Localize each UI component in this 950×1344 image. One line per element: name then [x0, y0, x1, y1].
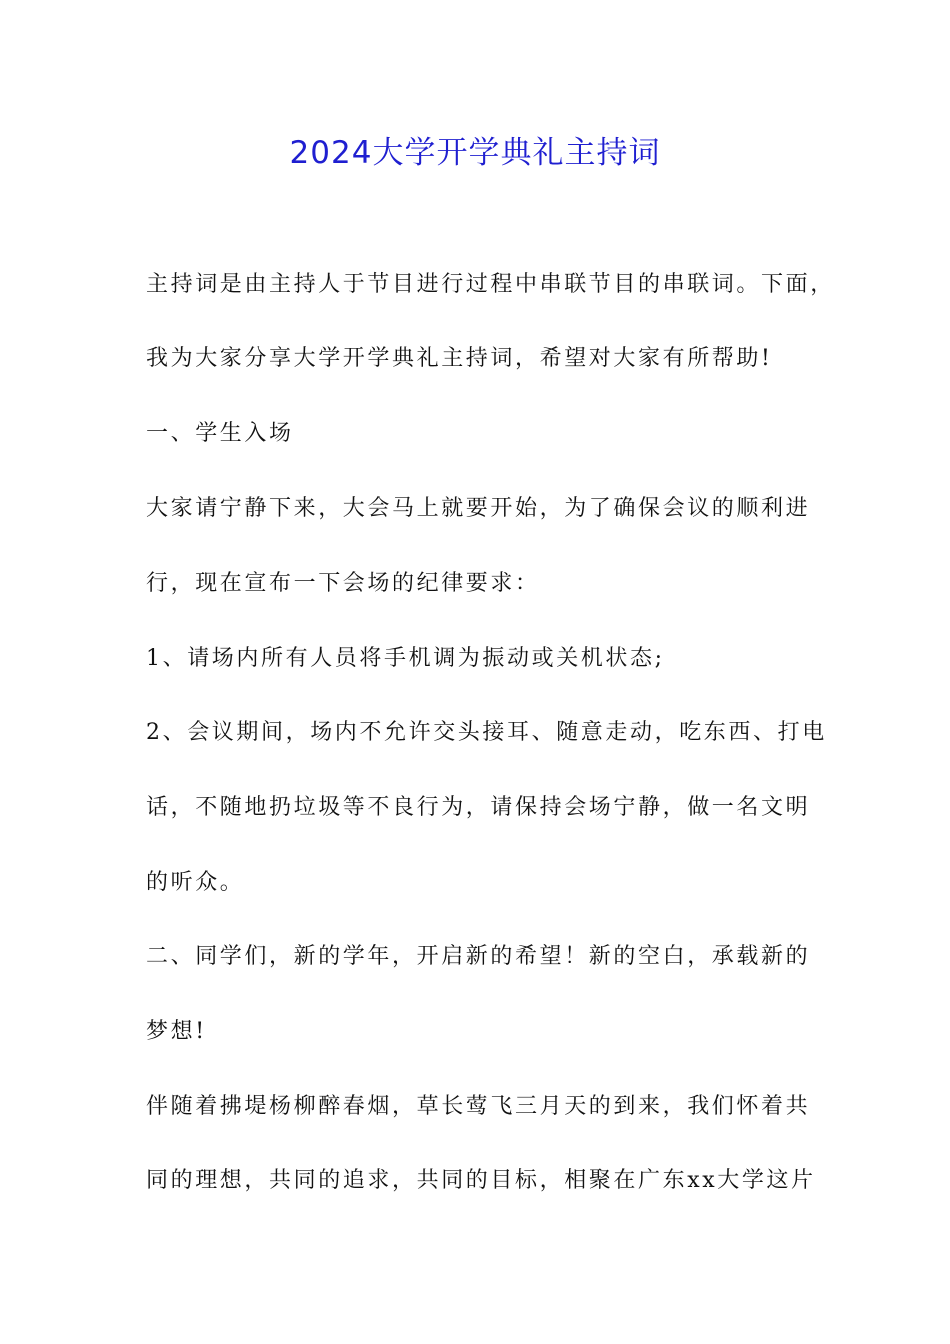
paragraph-line: 主持词是由主持人于节目进行过程中串联节目的串联词。下面， — [146, 272, 835, 297]
paragraph-line: 梦想! — [146, 1019, 207, 1044]
paragraph-line: 伴随着拂堤杨柳醉春烟，草长莺飞三月天的到来，我们怀着共 — [146, 1094, 811, 1119]
section-heading: 二、同学们，新的学年，开启新的希望！新的空白，承载新的 — [146, 944, 811, 969]
section-heading: 一、学生入场 — [146, 421, 294, 446]
paragraph-line: 行，现在宣布一下会场的纪律要求： — [146, 571, 540, 596]
list-item: 2、会议期间，场内不允许交头接耳、随意走动，吃东西、打电 — [146, 720, 827, 745]
document-title: 2024大学开学典礼主持词 — [289, 135, 661, 171]
paragraph-line: 同的理想，共同的追求，共同的目标，相聚在广东xx大学这片 — [146, 1168, 816, 1193]
paragraph-line: 大家请宁静下来，大会马上就要开始，为了确保会议的顺利进 — [146, 496, 811, 521]
paragraph-line: 话，不随地扔垃圾等不良行为，请保持会场宁静，做一名文明 — [146, 795, 811, 820]
list-item: 1、请场内所有人员将手机调为振动或关机状态; — [146, 646, 665, 671]
paragraph-line: 的听众。 — [146, 870, 245, 895]
paragraph-line: 我为大家分享大学开学典礼主持词，希望对大家有所帮助! — [146, 346, 773, 371]
